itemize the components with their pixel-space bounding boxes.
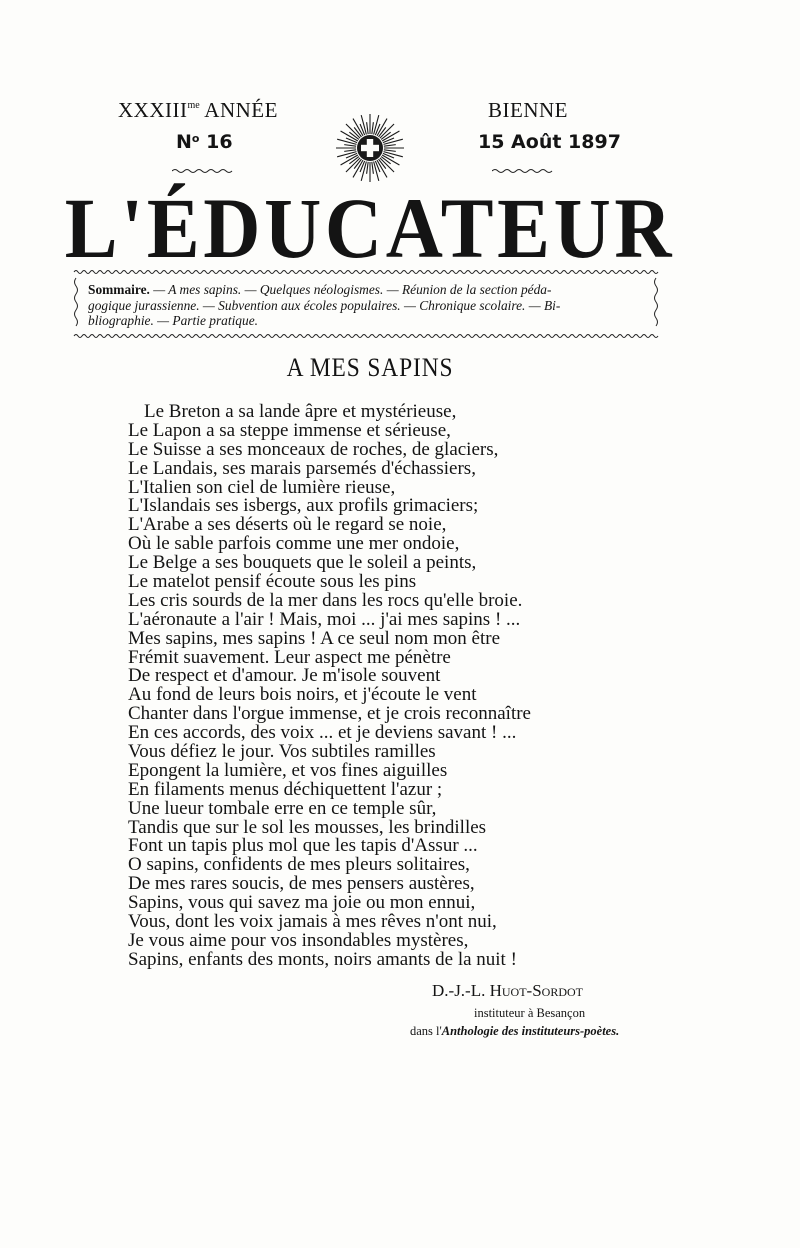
poem-line: Je vous aime pour vos insondables mystères, <box>128 929 469 951</box>
poem-line: Epongent la lumière, et vos fines aiguilles <box>128 759 448 781</box>
author-role: instituteur à Besançon <box>474 1006 586 1020</box>
poem <box>128 403 531 970</box>
poem-line: Font un tapis plus mol que les tapis d'Assur ... <box>128 835 478 857</box>
issue-date: 15 Août 1897 <box>478 131 621 153</box>
poem-line: Le Landais, ses marais parsemés d'échassiers, <box>128 457 476 479</box>
poem-line: En filaments menus déchiquettent l'azur ; <box>128 778 443 800</box>
summary-line-1: — A mes sapins. — Quelques néologismes. — Réunion de la section péda- <box>149 282 552 297</box>
poem-line: Chanter dans l'orgue immense, et je crois reconnaître <box>128 703 531 725</box>
poem-line: Vous défiez le jour. Vos subtiles ramilles <box>128 741 436 763</box>
summary-line-2: gogique jurassienne. — Subvention aux écoles populaires. — Chronique scolaire. — Bi- <box>88 297 561 313</box>
city: BIENNE <box>488 98 568 122</box>
poem-line: Sapins, enfants des monts, noirs amants de la nuit ! <box>128 948 517 970</box>
swiss-cross-emblem-icon <box>330 108 410 188</box>
poem-line: Une lueur tombale erre en ce temple sûr, <box>128 797 437 819</box>
poem-line: Frémit suavement. Leur aspect me pénètre <box>128 646 451 668</box>
masthead-title: L'ÉDUCATEUR <box>64 180 676 276</box>
wavy-rule-right <box>492 168 554 174</box>
issue-number: $N^o$ 16 <box>176 131 233 153</box>
poem-line: Le matelot pensif écoute sous les pins <box>128 571 417 593</box>
poem-line: Mes sapins, mes sapins ! A ce seul nom mon être <box>128 627 501 649</box>
poem-line: Le Lapon a sa steppe immense et sérieuse, <box>128 419 451 441</box>
volume-year: $XXXIII^{me}$ ANNÉE <box>118 98 278 122</box>
poem-line: Au fond de leurs bois noirs, et j'écoute le vent <box>128 684 477 706</box>
summary-line-3: bliographie. — Partie pratique. <box>88 313 258 328</box>
poem-line: Le Suisse a ses monceaux de roches, de glaciers, <box>128 438 499 460</box>
poem-line: L'Islandais ses isbergs, aux profils grimaciers; <box>128 495 479 517</box>
poem-line: Le Belge a ses bouquets que le soleil a peints, <box>128 552 477 574</box>
poem-line: Les cris sourds de la mer dans les rocs qu'elle broie. <box>128 589 523 611</box>
poem-line: En ces accords, des voix ... et je deviens savant ! ... <box>128 722 517 744</box>
poem-line: Sapins, vous qui savez ma joie ou mon ennui, <box>128 892 476 914</box>
table-of-contents <box>88 282 648 329</box>
author-name: D.-J.-L. Huot-Sordot <box>432 981 583 1000</box>
source-citation: dans l'Anthologie des instituteurs-poètes. <box>410 1024 620 1038</box>
poem-line: L'Italien son ciel de lumière rieuse, <box>128 476 396 498</box>
poem-line: Tandis que sur le sol les mousses, les brindilles <box>128 816 487 838</box>
wavy-rule-left <box>172 168 234 174</box>
summary-label: Sommaire. <box>88 282 150 297</box>
poem-line: Vous, dont les voix jamais à mes rêves n'ont nui, <box>128 911 497 933</box>
poem-line: L'Arabe a ses déserts où le regard se noie, <box>128 514 447 536</box>
poem-line: L'aéronaute a l'air ! Mais, moi ... j'ai mes sapins ! ... <box>128 608 521 630</box>
poem-line: De respect et d'amour. Je m'isole souvent <box>128 665 441 687</box>
poem-line: O sapins, confidents de mes pleurs solitaires, <box>128 854 470 876</box>
poem-line: Le Breton a sa lande âpre et mystérieuse, <box>144 401 457 422</box>
article-title: A MES SAPINS <box>286 353 454 382</box>
poem-line: De mes rares soucis, de mes pensers austères, <box>128 873 475 895</box>
poem-line: Où le sable parfois comme une mer ondoie, <box>128 533 460 555</box>
